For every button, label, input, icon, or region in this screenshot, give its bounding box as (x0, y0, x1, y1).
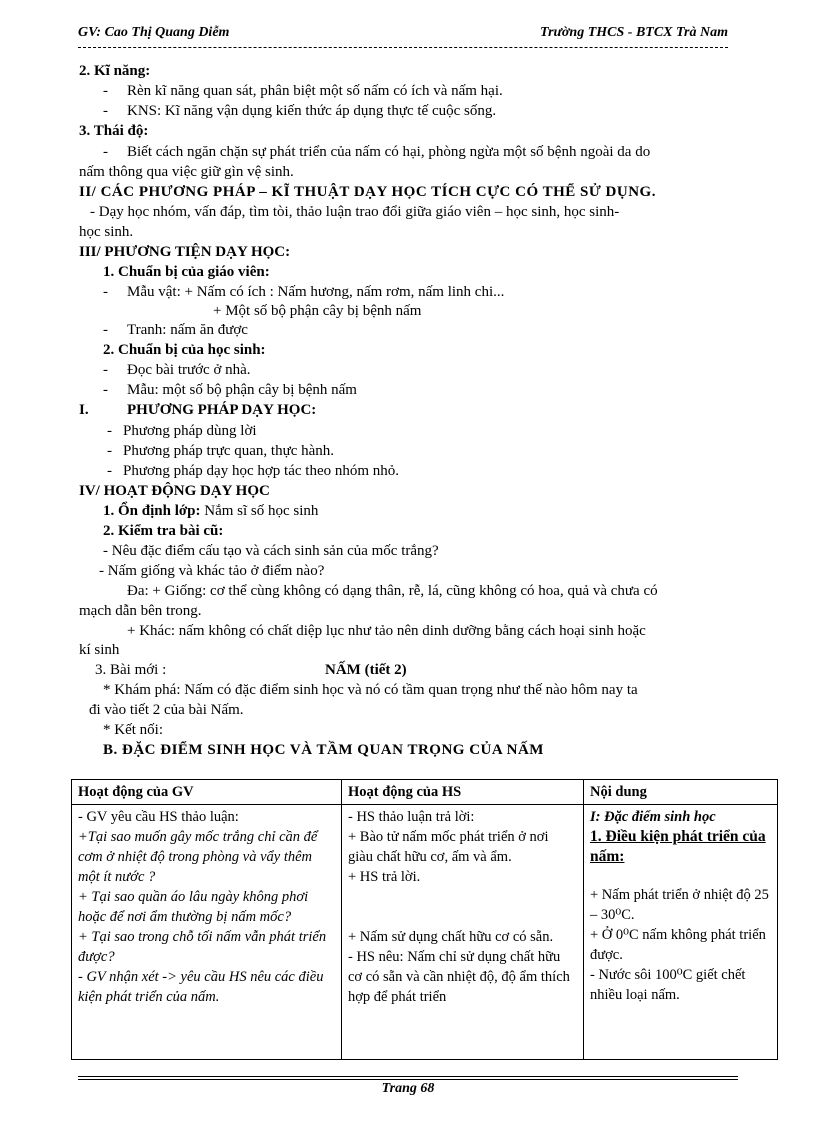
header-school: Trường THCS - BTCX Trà Nam (540, 25, 728, 40)
answer-1: Đa: + Giống: cơ thể cùng không có dạng thân, rễ, lá, cũng không có hoa, quả và chưa có (127, 583, 658, 599)
part-b-heading: B. ĐẶC ĐIỂM SINH HỌC VÀ TẦM QUAN TRỌNG CỦA NẤM (103, 742, 544, 758)
bullet-dash: - (107, 463, 112, 479)
hs-line: + HS trả lời. (348, 869, 421, 885)
section-4-heading: IV/ HOẠT ĐỘNG DẠY HỌC (79, 483, 270, 499)
page-number: Trang 68 (381, 1081, 435, 1096)
gv-line: - GV yêu cầu HS thảo luận: (78, 809, 239, 825)
content-cell (584, 805, 778, 1060)
content-heading: I: Đặc điểm sinh học (590, 809, 716, 825)
skills-heading: 2. Kĩ năng: (79, 63, 151, 79)
teacher-prep-item-1b: + Một số bộ phận cây bị bệnh nấm (213, 303, 422, 319)
content-line: - Nước sôi 100⁰C giết chết nhiều loại nấm. (590, 967, 746, 1003)
answer-1b: mạch dẫn bên trong. (79, 603, 202, 619)
gv-cell (72, 805, 342, 1060)
teacher-prep-item-2: Tranh: nấm ăn được (127, 322, 248, 338)
footer-rule-bottom (78, 1079, 738, 1080)
bullet-dash: - (103, 284, 108, 300)
table-header-gv: Hoạt động của GV (72, 780, 342, 805)
page-header (78, 25, 728, 45)
methods-number: I. (79, 402, 89, 418)
skills-item-2: KNS: Kĩ năng vận dụng kiến thức áp dụng thực tế cuộc sống. (127, 103, 497, 119)
check-old-lesson-heading: 2. Kiểm tra bài cũ: (103, 523, 224, 539)
student-prep-item-2: Mẫu: một số bộ phận cây bị bệnh nấm (127, 382, 357, 398)
section-2-line-2: học sinh. (79, 224, 134, 240)
table-row (72, 805, 778, 1060)
teacher-prep-heading: 1. Chuẩn bị của giáo viên: (103, 264, 270, 280)
table-header-row (72, 780, 778, 805)
answer-2: + Khác: nấm không có chất diệp lục như tảo nên dinh dưỡng bằng cách hoại sinh hoặc (127, 623, 646, 639)
question-2: - Nấm giống và khác tảo ở điểm nào? (99, 563, 325, 579)
question-1: - Nêu đặc điểm cấu tạo và cách sinh sản của mốc trắng? (103, 543, 439, 559)
table-header-content: Nội dung (584, 780, 778, 805)
hs-line: - HS nêu: Nấm chỉ sử dụng chất hữu cơ có sẵn và cần nhiệt độ, độ ẩm thích hợp để phát triển (348, 949, 570, 1005)
header-teacher: GV: Cao Thị Quang Diễm (78, 25, 230, 40)
gv-line: + Tại sao trong chỗ tối nấm vẫn phát triển được? (78, 929, 327, 965)
content-line: + Ở 0⁰C nấm không phát triển được. (590, 927, 766, 963)
teacher-prep-item-1: Mẫu vật: + Nấm có ích : Nấm hương, nấm rơm, nấm linh chi... (127, 284, 505, 300)
header-divider (78, 47, 728, 48)
stable-class-label: 1. Ổn định lớp: (103, 503, 201, 519)
activity-table (71, 779, 778, 1060)
attitude-line-2: nấm thông qua việc giữ gìn vệ sinh. (79, 164, 294, 180)
method-item-2: Phương pháp trực quan, thực hành. (123, 443, 335, 459)
stable-class-text: Nắm sĩ số học sinh (200, 503, 319, 519)
hs-line: - HS thảo luận trả lời: (348, 809, 475, 825)
bullet-dash: - (103, 103, 108, 119)
stable-class-line (103, 502, 318, 520)
method-item-1: Phương pháp dùng lời (123, 423, 257, 439)
attitude-line-1: Biết cách ngăn chặn sự phát triển của nấm có hại, phòng ngừa một số bệnh ngoài da do (127, 144, 651, 160)
hs-line: + Nấm sử dụng chất hữu cơ có sẵn. (348, 929, 554, 945)
new-lesson-label: 3. Bài mới : (95, 662, 167, 678)
hs-cell (342, 805, 584, 1060)
connect-line: * Kết nối: (103, 722, 163, 738)
content-subheading: 1. Điều kiện phát triển của nấm: (590, 828, 766, 865)
bullet-dash: - (103, 322, 108, 338)
skills-item-1: Rèn kĩ năng quan sát, phân biệt một số nấm có ích và nấm hại. (127, 83, 503, 99)
table-header-hs: Hoạt động của HS (342, 780, 584, 805)
gv-line: +Tại sao muốn gây mốc trắng chỉ cần để cơm ở nhiệt độ trong phòng và vẩy thêm một ít nước ? (78, 829, 318, 885)
bullet-dash: - (103, 382, 108, 398)
method-item-3: Phương pháp dạy học hợp tác theo nhóm nhỏ. (123, 463, 400, 479)
explore-line-1: * Khám phá: Nấm có đặc điểm sinh học và nó có tầm quan trọng như thế nào hôm nay ta (103, 682, 638, 698)
explore-line-2: đi vào tiết 2 của bài Nấm. (89, 702, 244, 718)
section-2-heading: II/ CÁC PHƯƠNG PHÁP – KĨ THUẬT DẠY HỌC TÍCH CỰC CÓ THỂ SỬ DỤNG. (79, 184, 656, 200)
gv-line: - GV nhận xét -> yêu cầu HS nêu các điều kiện phát triển của nấm. (78, 969, 324, 1005)
student-prep-heading: 2. Chuẩn bị của học sinh: (103, 342, 266, 358)
attitude-heading: 3. Thái độ: (79, 123, 149, 139)
bullet-dash: - (107, 443, 112, 459)
hs-line: + Bào tử nấm mốc phát triển ở nơi giàu chất hữu cơ, ấm và ẩm. (348, 829, 549, 865)
student-prep-item-1: Đọc bài trước ở nhà. (127, 362, 251, 378)
content-line: + Nấm phát triển ở nhiệt độ 25 – 30⁰C. (590, 887, 769, 923)
bullet-dash: - (107, 423, 112, 439)
footer-rule-top (78, 1076, 738, 1077)
answer-2b: kí sinh (79, 642, 120, 658)
new-lesson-title: NẤM (tiết 2) (325, 662, 407, 678)
bullet-dash: - (103, 362, 108, 378)
gv-line: + Tại sao quần áo lâu ngày không phơi hoặc để nơi ẩm thường bị nấm mốc? (78, 889, 309, 925)
bullet-dash: - (103, 144, 108, 160)
section-3-heading: III/ PHƯƠNG TIỆN DẠY HỌC: (79, 244, 291, 260)
bullet-dash: - (103, 83, 108, 99)
methods-heading: PHƯƠNG PHÁP DẠY HỌC: (127, 402, 317, 418)
section-2-line-1: - Dạy học nhóm, vấn đáp, tìm tòi, thảo luận trao đổi giữa giáo viên – học sinh, học sinh- (90, 204, 620, 220)
